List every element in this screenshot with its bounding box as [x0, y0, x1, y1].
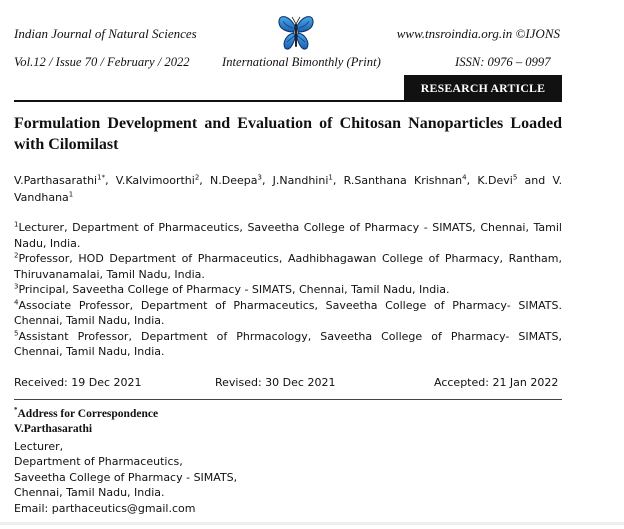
article-title: Formulation Development and Evaluation of Chitosan Nanoparticles Loaded with Cilomilast — [14, 115, 562, 153]
section-divider — [14, 399, 562, 400]
address-line: Chennai, Tamil Nadu, India. — [14, 486, 165, 500]
affiliation: $^5$Assistant Professor, Department of Phrmacology, Saveetha College of Pharmacy- SIMATS, Chennai, Tamil Nadu, India. — [14, 328, 562, 358]
author: N.Deepa$^3$, — [210, 173, 266, 187]
volume-issue: Vol.12 / Issue 70 / February / 2022 — [14, 55, 190, 69]
journal-url: www.tnsroindia.org.in ©IJONS — [396, 26, 560, 41]
issn: ISSN: 0976 – 0997 — [455, 55, 551, 69]
accepted-date: Accepted: 21 Jan 2022 — [434, 376, 559, 389]
affiliation: $^3$Principal, Saveetha College of Pharmacy - SIMATS, Chennai, Tamil Nadu, India. — [14, 282, 450, 296]
authors-and: and — [524, 174, 546, 187]
author: J.Nandhini$^1$, — [272, 173, 337, 187]
address-line: Lecturer, — [14, 440, 64, 453]
affiliation: $^4$Associate Professor, Department of Pharmaceutics, Saveetha College of Pharmacy- SIMATS. Chennai, Tamil Nadu, India. — [14, 297, 562, 327]
address-line: Department of Pharmaceutics, — [14, 455, 183, 469]
received-date: Received: 19 Dec 2021 — [14, 376, 142, 389]
author: V.Parthasarathi$^{1*}$, — [14, 173, 109, 187]
address-line: Saveetha College of Pharmacy - SIMATS, — [14, 470, 238, 484]
affiliation: $^2$Professor, HOD Department of Pharmaceutics, Aadhibhagawan College of Pharmacy, Rantham, Thiruvanamalai, Tamil Nadu, India. — [14, 251, 562, 281]
affiliation-list — [14, 220, 562, 360]
email-line: Email: parthaceutics@gmail.com — [14, 501, 196, 515]
correspondence-name: V.Parthasarathi — [14, 423, 93, 435]
author-list — [14, 172, 562, 206]
author: V. Vandhana$^1$ — [14, 174, 563, 204]
correspondence-heading: *Address for Correspondence — [14, 406, 159, 420]
author: R.Santhana Krishnan$^4$, — [343, 173, 471, 187]
page-bottom-edge — [0, 522, 624, 525]
affiliation: $^1$Lecturer, Department of Pharmaceutics, Saveetha College of Pharmacy - SIMATS, Chennai, Tamil Nadu, India. — [14, 220, 562, 250]
revised-date: Revised: 30 Dec 2021 — [215, 376, 336, 389]
correspondence-address — [14, 439, 237, 516]
author: K.Devi$^5$ — [477, 173, 518, 187]
journal-name: Indian Journal of Natural Sciences — [14, 26, 197, 41]
author: V.Kalvimoorthi$^2$, — [115, 173, 203, 187]
research-article-badge: RESEARCH ARTICLE — [404, 75, 562, 101]
butterfly-icon — [276, 12, 316, 54]
header-rule — [14, 100, 562, 102]
publication-frequency: International Bimonthly (Print) — [222, 55, 381, 69]
